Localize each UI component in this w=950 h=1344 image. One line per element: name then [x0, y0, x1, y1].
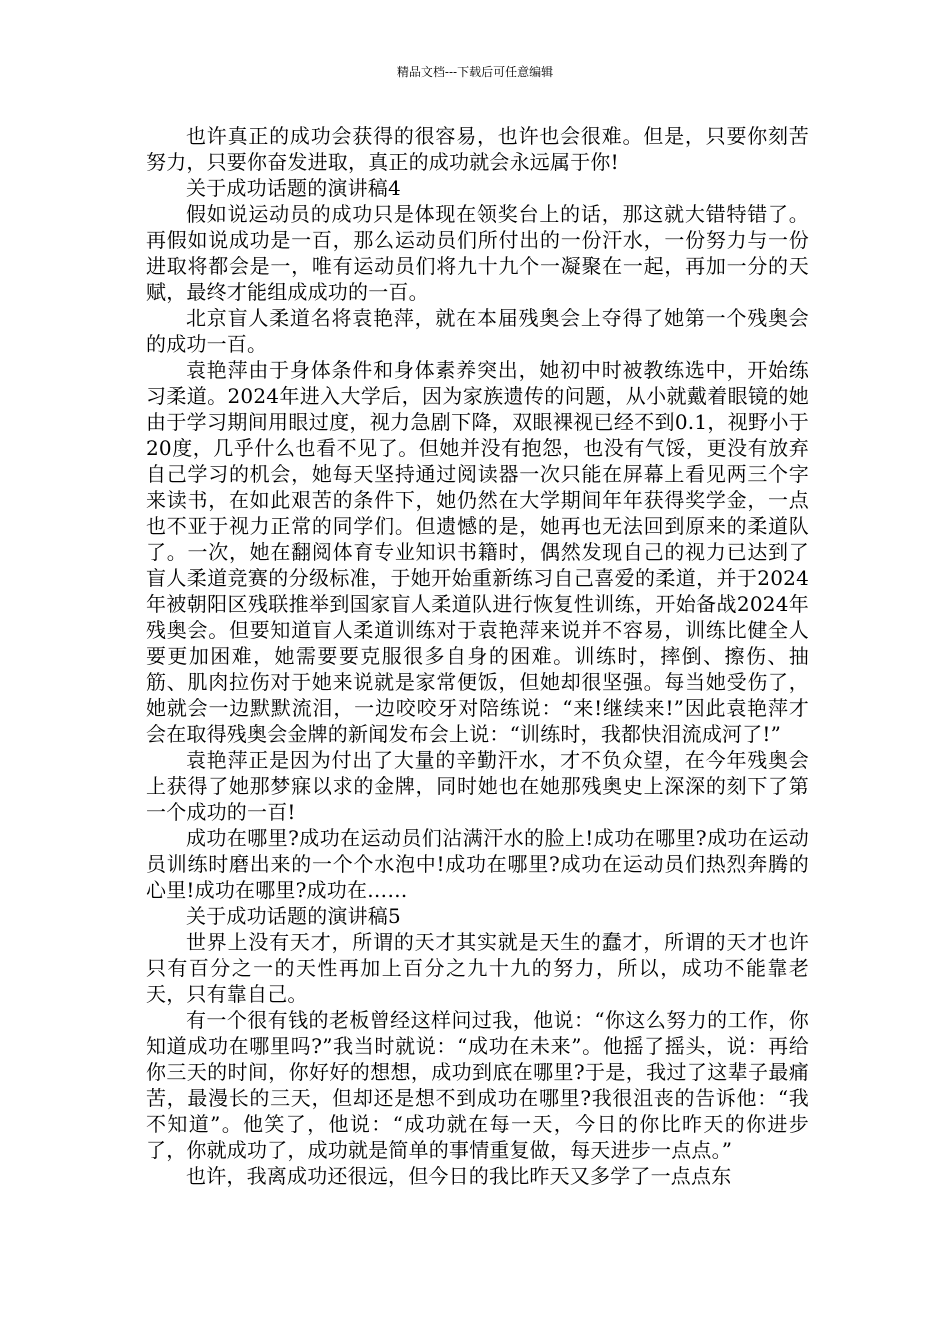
document-body [146, 123, 809, 1189]
section-heading-speech-5: 关于成功话题的演讲稿5 [186, 904, 401, 928]
paragraph-yuan-story: 袁艳萍由于身体条件和身体素养突出，她初中时被教练选中，开始练习柔道。2024年进入大学后，因为家族遗传的问题，从小就戴着眼镜的她由于学习期间用眼过度，视力急剧下降，双眼裸视已经不到0.1，视野小于20度，几乎什么也看不见了。但她并没有抱怨，也没有气馁，更没有放弃自己学习的机会，她每天坚持通过阅读器一次只能在屏幕上看见两三个字来读书，在如此艰苦的条件下，她仍然在大学期间年年获得奖学金，一点也不亚于视力正常的同学们。但遗憾的是，她再也无法回到原来的柔道队了。一次，她在翻阅体育专业知识书籍时，偶然发现自己的视力已达到了盲人柔道竞赛的分级标准，于她开始重新练习自己喜爱的柔道，并于2024年被朝阳区残联推举到国家盲人柔道队进行恢复性训练，开始备战2024年残奥会。但要知道盲人柔道训练对于袁艳萍来说并不容易，训练比健全人要更加困难，她需要要克服很多自身的困难。训练时，摔倒、擦伤、抽筋、肌肉拉伤对于她来说就是家常便饭，但她却很坚强。每当她受伤了，她就会一边默默流泪，一边咬咬牙对陪练说：“来!继续来!”因此袁艳萍才会在取得残奥会金牌的新闻发布会上说：“训练时，我都快泪流成河了!” [146, 358, 809, 746]
paragraph-yuan-intro: 北京盲人柔道名将袁艳萍，就在本届残奥会上夺得了她第一个残奥会的成功一百。 [146, 306, 809, 356]
paragraph-where-is-success: 成功在哪里?成功在运动员们沾满汗水的脸上!成功在哪里?成功在运动员训练时磨出来的一个个水泡中!成功在哪里?成功在运动员们热烈奔腾的心里!成功在哪里?成功在…… [146, 826, 809, 902]
paragraph-conclusion: 也许真正的成功会获得的很容易，也许也会很难。但是，只要你刻苦努力，只要你奋发进取，真正的成功就会永远属于你! [146, 124, 809, 174]
section-heading-speech-4: 关于成功话题的演讲稿4 [186, 176, 401, 200]
paragraph-final: 也许，我离成功还很远，但今日的我比昨天又多学了一点点东 [186, 1164, 732, 1188]
page-header: 精品文档---下载后可任意编辑 [396, 65, 554, 79]
paragraph-no-genius: 世界上没有天才，所谓的天才其实就是天生的蠢才，所谓的天才也许只有百分之一的天性再加上百分之九十九的努力，所以，成功不能靠老天，只有靠自己。 [146, 930, 809, 1006]
paragraph-yuan-gold: 袁艳萍正是因为付出了大量的辛勤汗水，才不负众望，在今年残奥会上获得了她那梦寐以求的金牌，同时她也在她那残奥史上深深的刻下了第一个成功的一百! [146, 748, 809, 824]
paragraph-boss-question: 有一个很有钱的老板曾经这样问过我，他说：“你这么努力的工作，你知道成功在哪里吗?”我当时就说：“成功在未来”。他摇了摇头，说：再给你三天的时间，你好好的想想，成功到底在哪里?于是，我过了这辈子最痛苦，最漫长的三天，但却还是想不到成功在哪里?我很沮丧的告诉他：“我不知道”。他笑了，他说：“成功就在每一天，今日的你比昨天的你进步了，你就成功了，成功就是简单的事情重复做，每天进步一点点。” [146, 1008, 809, 1162]
paragraph-athlete-success: 假如说运动员的成功只是体现在领奖台上的话，那这就大错特错了。再假如说成功是一百，那么运动员们所付出的一份汗水，一份努力与一份进取将都会是一，唯有运动员们将九十九个一凝聚在一起，再加一分的天赋，最终才能组成成功的一百。 [146, 202, 809, 304]
